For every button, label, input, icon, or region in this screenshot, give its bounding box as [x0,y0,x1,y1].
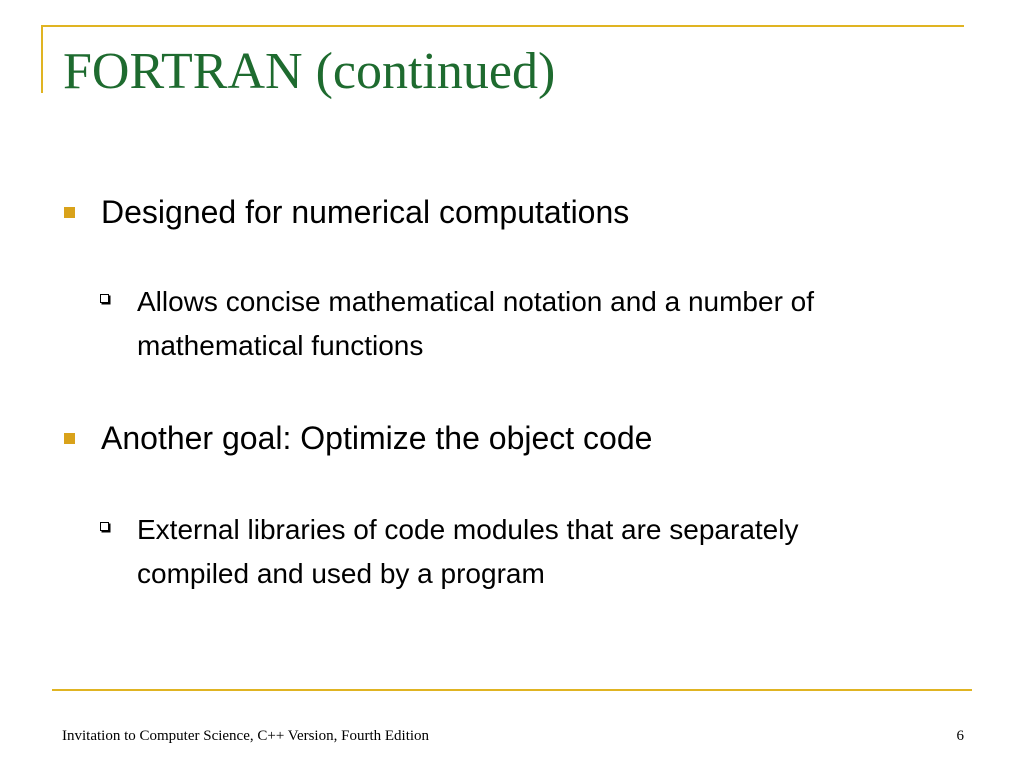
left-accent-line [41,25,43,93]
hollow-square-bullet-icon [100,294,109,303]
page-number: 6 [956,728,964,744]
footer-book-title: Invitation to Computer Science, C++ Version, Fourth Edition [62,728,430,744]
sub-bullet-text: External libraries of code modules that are separately compiled and used by a program [137,514,799,589]
footer-divider-line [52,689,972,691]
hollow-square-bullet-icon [100,522,109,531]
slide-title: FORTRAN (continued) [63,43,556,100]
bullet-text: Another goal: Optimize the object code [101,420,653,456]
filled-square-bullet-icon [64,207,75,218]
sub-bullet-text: Allows concise mathematical notation and a number of mathematical functions [137,286,815,361]
bullet-text: Designed for numerical computations [101,194,630,230]
filled-square-bullet-icon [64,433,75,444]
top-accent-line [41,25,964,27]
